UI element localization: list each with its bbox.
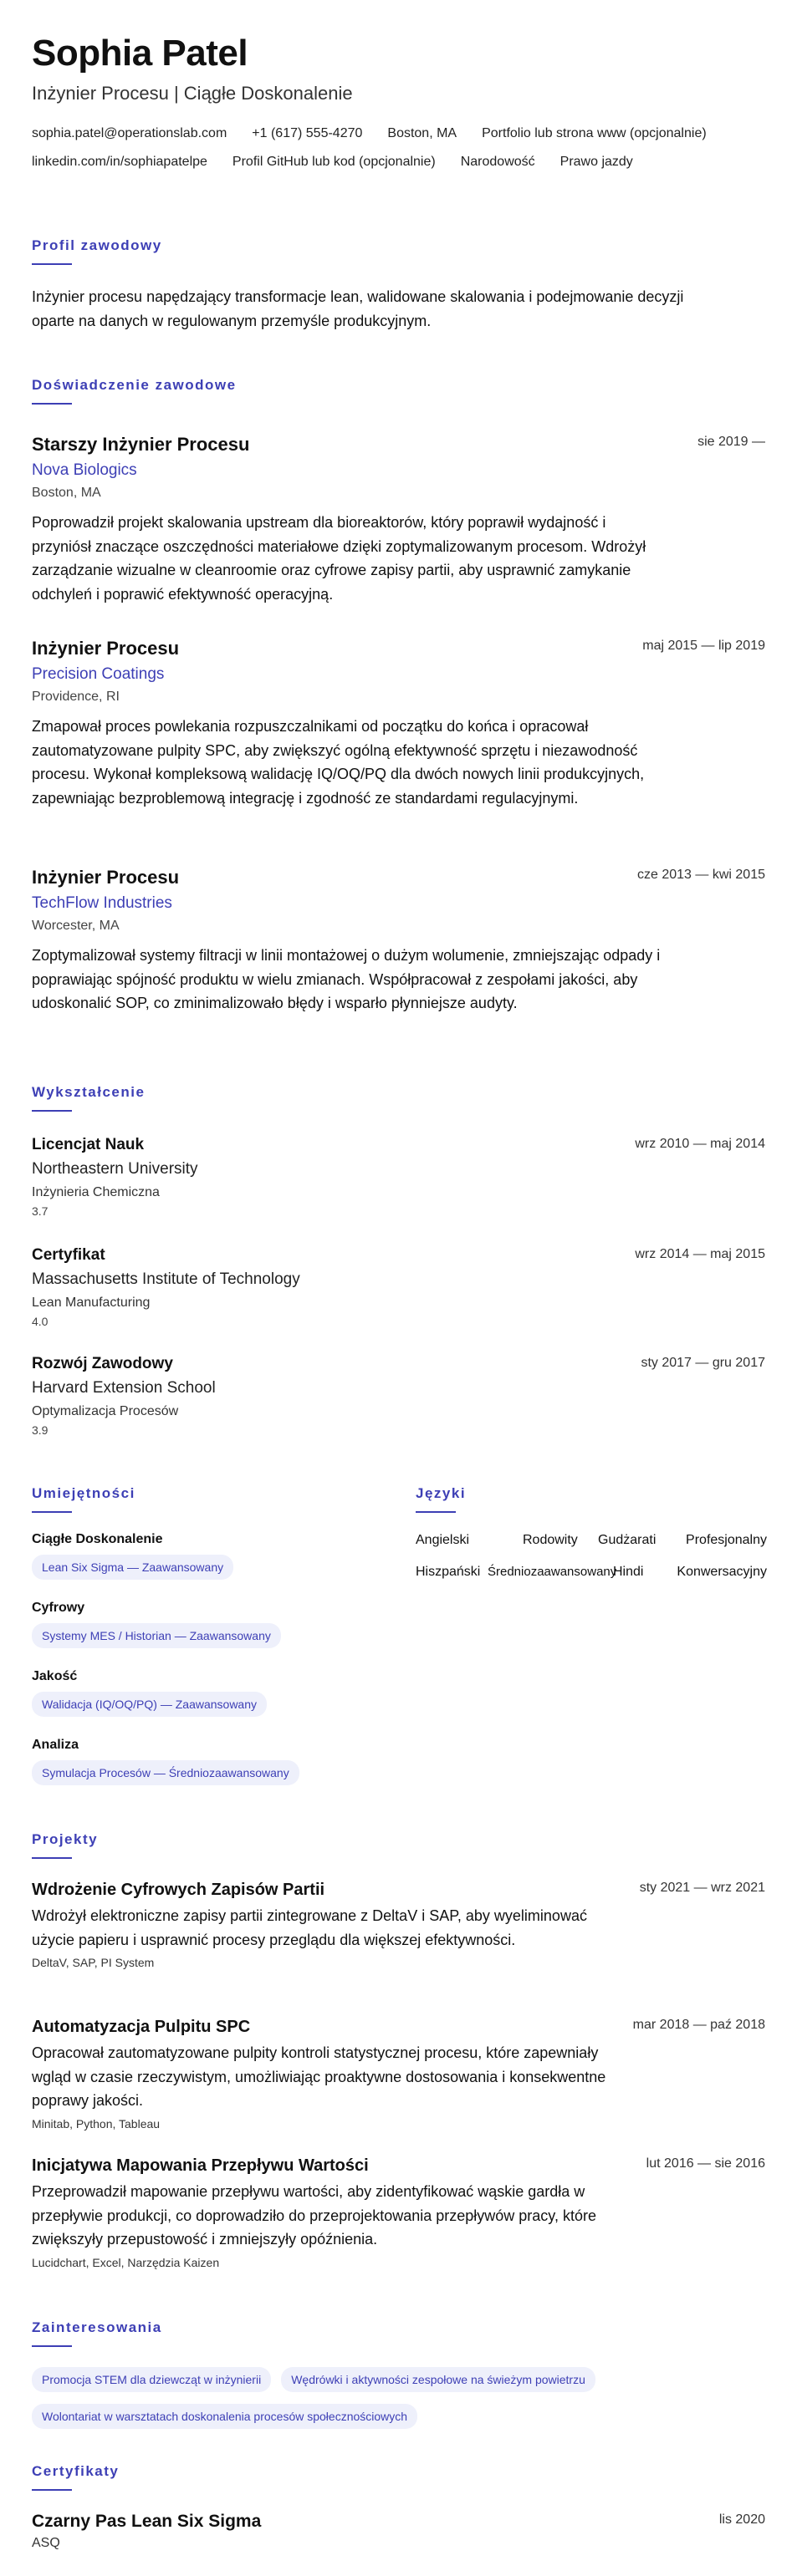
section-divider [32, 1511, 72, 1513]
education-school: Northeastern University [32, 1160, 198, 1178]
section-title-projects: Projekty [32, 1831, 99, 1847]
education-field: Inżynieria Chemiczna [32, 1185, 160, 1199]
language-level: Konwersacyjny [677, 1565, 767, 1579]
education-gpa: 3.9 [32, 1423, 49, 1437]
section-title-interests: Zainteresowania [32, 2319, 162, 2335]
education-degree: Certyfikat [32, 1246, 105, 1264]
language-name: Angielski [416, 1533, 470, 1547]
projects-section [32, 1830, 765, 2269]
education-dates: wrz 2010 — maj 2014 [635, 1137, 765, 1151]
language-level: Średniozaawansowany [488, 1565, 617, 1579]
job-dates: sie 2019 — [697, 435, 765, 449]
job-title: Inżynier Procesu [32, 638, 180, 659]
skill-category [32, 1737, 383, 1785]
project-technologies: Lucidchart, Excel, Narzędzia Kaizen [32, 2255, 220, 2269]
contact-driving-license: Prawo jazdy [559, 155, 633, 169]
experience-entry [32, 866, 765, 1016]
interests-section [32, 2319, 765, 2429]
section-divider [32, 1110, 72, 1112]
section-divider [32, 2489, 72, 2491]
interest-chip: Promocja STEM dla dziewcząt w inżynierii [32, 2367, 271, 2392]
section-divider [32, 403, 72, 405]
skill-category [32, 1600, 383, 1648]
section-title-education: Wykształcenie [32, 1084, 146, 1100]
job-dates: cze 2013 — kwi 2015 [637, 868, 765, 882]
education-entry [32, 1354, 765, 1438]
skill-category [32, 1668, 383, 1717]
education-school: Massachusetts Institute of Technology [32, 1270, 300, 1288]
education-degree: Licencjat Nauk [32, 1136, 145, 1153]
certificate-name: Czarny Pas Lean Six Sigma [32, 2512, 262, 2531]
interests-list [32, 2367, 718, 2429]
summary-section [32, 237, 765, 333]
section-title-experience: Doświadczenie zawodowe [32, 377, 237, 393]
contact-email[interactable]: sophia.patel@operationslab.com [32, 126, 227, 140]
project-dates: mar 2018 — paź 2018 [632, 2018, 765, 2032]
interest-chip: Wędrówki i aktywności zespołowe na świeżym powietrzu [281, 2367, 595, 2392]
contact-list [32, 125, 768, 171]
job-title: Starszy Inżynier Procesu [32, 434, 250, 455]
project-dates: sty 2021 — wrz 2021 [639, 1881, 765, 1895]
language-level: Profesjonalny [686, 1533, 767, 1547]
section-title-skills: Umiejętności [32, 1485, 135, 1501]
contact-phone[interactable]: +1 (617) 555-4270 [252, 126, 363, 140]
contact-portfolio[interactable]: Portfolio lub strona www (opcjonalnie) [482, 126, 707, 140]
education-field: Optymalizacja Procesów [32, 1404, 179, 1418]
job-title: Inżynier Procesu [32, 867, 180, 888]
job-location: Boston, MA [32, 486, 101, 500]
project-entry [32, 1879, 765, 1970]
skill-category-name: Cyfrowy [32, 1601, 85, 1615]
project-title: Automatyzacja Pulpitu SPC [32, 2018, 251, 2036]
skill-category [32, 1531, 383, 1580]
candidate-headline: Inżynier Procesu | Ciągłe Doskonalenie [32, 83, 353, 104]
section-title-languages: Języki [416, 1485, 467, 1501]
skill-category-name: Analiza [32, 1738, 79, 1752]
job-location: Providence, RI [32, 690, 120, 704]
project-description: Przeprowadził mapowanie przepływu wartości, aby zidentyfikować wąskie gardła w przepływie produkcji, co doprowadziło do przeprojektowania przepływów pracy, które zwiększyły przepustowość i zmniejszyły opóźnienia. [32, 2183, 596, 2248]
candidate-name: Sophia Patel [32, 33, 248, 74]
job-description: Zmapował proces powlekania rozpuszczalnikami od początku do końca i opracował zautomatyzowane pulpity SPC, aby zwiększyć ogólną efektywność sprzętu i niezawodność procesu. Wykonał kompleksową walidację IQ/OQ/PQ dla dwóch nowych linii produkcyjnych, zapewniając bezproblemową integrację i zgodność ze standardami regulacyjnymi. [32, 718, 645, 807]
project-entry [32, 2016, 765, 2131]
project-description: Opracował zautomatyzowane pulpity kontroli statystycznej procesu, które zapewniały wgląd w czasie rzeczywistym, umożliwiając proaktywne dostosowania i konsekwentne poprawy jakości. [32, 2044, 606, 2109]
certificate-issuer: ASQ [32, 2536, 60, 2550]
interest-chip: Wolontariat w warsztatach doskonalenia procesów społecznościowych [32, 2404, 417, 2429]
experience-entry [32, 433, 765, 606]
summary-text: Inżynier procesu napędzający transformacje lean, walidowane skalowania i podejmowanie decyzji oparte na danych w regulowanym przemyśle produkcyjnym. [32, 288, 684, 329]
project-title: Wdrożenie Cyfrowych Zapisów Partii [32, 1881, 325, 1899]
project-entry [32, 2155, 765, 2270]
job-dates: maj 2015 — lip 2019 [642, 639, 765, 653]
education-gpa: 4.0 [32, 1315, 49, 1328]
skill-chip: Symulacja Procesów — Średniozaawansowany [32, 1760, 299, 1785]
project-dates: lut 2016 — sie 2016 [646, 2156, 765, 2171]
education-field: Lean Manufacturing [32, 1296, 151, 1310]
job-company: TechFlow Industries [32, 894, 172, 912]
section-title-certificates: Certyfikaty [32, 2463, 120, 2479]
skill-chip: Walidacja (IQ/OQ/PQ) — Zaawansowany [32, 1692, 267, 1717]
project-description: Wdrożył elektroniczne zapisy partii zintegrowane z DeltaV i SAP, aby wyeliminować użycie papieru i usprawnić procesy przeglądu dla większej efektywności. [32, 1907, 587, 1948]
education-dates: sty 2017 — gru 2017 [641, 1356, 765, 1370]
skill-category-name: Jakość [32, 1669, 78, 1683]
education-dates: wrz 2014 — maj 2015 [635, 1247, 765, 1261]
education-section [32, 1083, 765, 1437]
certificates-section [32, 2462, 765, 2550]
job-description: Poprowadził projekt skalowania upstream dla bioreaktorów, który poprawił wydajność i przyniósł znaczące oszczędności materiałowe dzięki zoptymalizowanym procesom. Wdrożył zarządzanie wizualne w cleanroomie oraz cyfrowe zapisy partii, aby usprawnić zamykanie odchyleń i poprawić efektywność operacyjną. [32, 514, 646, 603]
skill-chip: Systemy MES / Historian — Zaawansowany [32, 1623, 281, 1648]
project-title: Inicjatywa Mapowania Przepływu Wartości [32, 2156, 369, 2175]
section-divider [32, 1857, 72, 1859]
experience-entry [32, 637, 765, 810]
language-name: Hiszpański [416, 1565, 481, 1579]
job-description: Zoptymalizował systemy filtracji w linii montażowej o dużym wolumenie, zmniejszając odpady i poprawiając spójność produktu w wielu zmianach. Współpracował z zespołami jakości, aby udoskonalić SOP, co zminimalizowało błędy i wsparło płynniejsze audyty. [32, 947, 661, 1011]
job-location: Worcester, MA [32, 919, 120, 933]
education-entry [32, 1245, 765, 1329]
section-title-summary: Profil zawodowy [32, 237, 162, 253]
education-degree: Rozwój Zawodowy [32, 1355, 173, 1372]
contact-linkedin[interactable]: linkedin.com/in/sophiapatelpe [32, 155, 207, 169]
skill-category-name: Ciągłe Doskonalenie [32, 1532, 163, 1546]
experience-section [32, 376, 765, 1011]
education-gpa: 3.7 [32, 1204, 49, 1218]
language-name: Hindi [613, 1565, 644, 1579]
certificate-entry [32, 2511, 765, 2553]
project-technologies: Minitab, Python, Tableau [32, 2116, 161, 2131]
skill-chip: Lean Six Sigma — Zaawansowany [32, 1555, 233, 1580]
job-company: Nova Biologics [32, 461, 137, 479]
project-technologies: DeltaV, SAP, PI System [32, 1956, 155, 1969]
education-entry [32, 1135, 765, 1219]
language-level: Rodowity [523, 1533, 578, 1547]
language-name: Gudżarati [598, 1533, 657, 1547]
job-company: Precision Coatings [32, 665, 165, 683]
section-divider [32, 2345, 72, 2347]
contact-github[interactable]: Profil GitHub lub kod (opcjonalnie) [232, 155, 436, 169]
education-school: Harvard Extension School [32, 1379, 216, 1397]
certificate-date: lis 2020 [718, 2512, 765, 2527]
section-divider [32, 263, 72, 265]
languages-section [416, 1484, 767, 1579]
contact-nationality: Narodowość [460, 155, 535, 169]
contact-location: Boston, MA [387, 126, 457, 140]
skills-section [32, 1484, 383, 1779]
section-divider [416, 1511, 456, 1513]
